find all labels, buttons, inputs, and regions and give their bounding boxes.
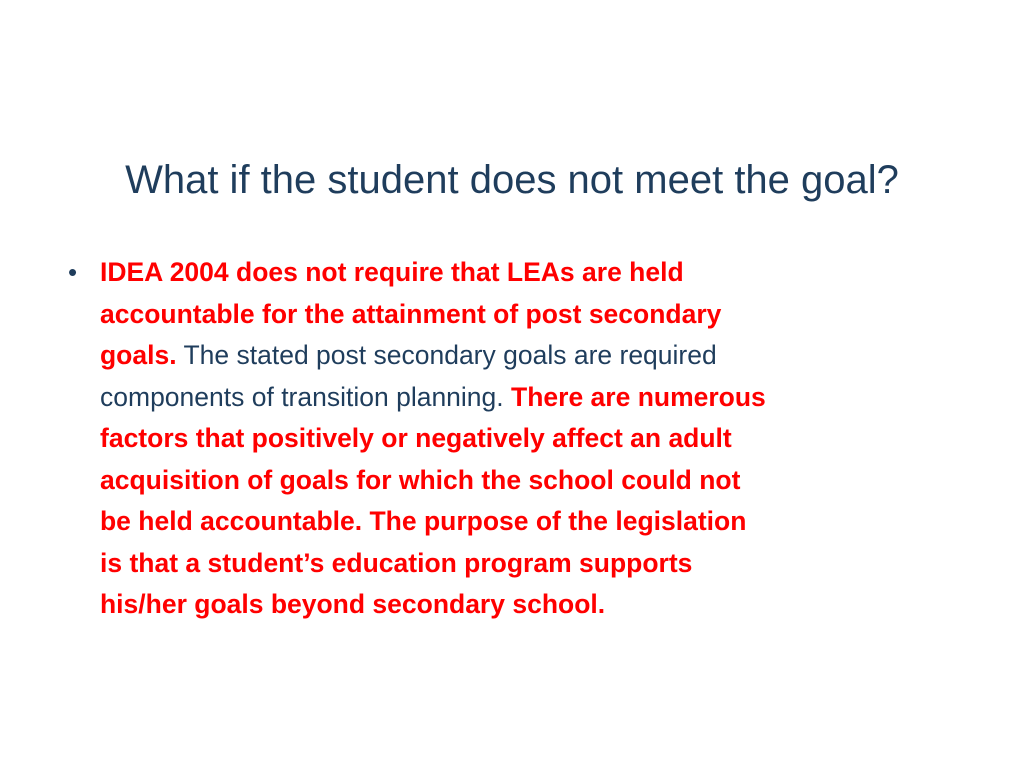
bullet-paragraph (100, 252, 766, 626)
emphasis-text: IDEA 2004 does not require that LEAs are held (100, 257, 684, 287)
emphasis-text: goals. (100, 340, 177, 370)
slide-title: What if the student does not meet the goal? (125, 158, 899, 202)
paragraph-line-6 (100, 460, 766, 502)
paragraph-line-8 (100, 543, 766, 585)
emphasis-text: There are numerous (511, 381, 766, 412)
paragraph-line-3 (100, 335, 766, 377)
emphasis-text: accountable for the attainment of post secondary (100, 298, 722, 329)
bullet-marker: • (68, 257, 78, 287)
paragraph-line-7 (100, 501, 766, 543)
bullet-item (68, 252, 968, 626)
paragraph-line-2 (100, 294, 766, 336)
emphasis-text: be held accountable. The purpose of the legislation (100, 506, 747, 536)
plain-text: The stated post secondary goals are required (176, 340, 717, 370)
emphasis-text: acquisition of goals for which the school could not (100, 464, 741, 495)
paragraph-line-4 (100, 377, 766, 419)
paragraph-line-9 (100, 584, 766, 626)
plain-text: components of transition planning. (100, 381, 512, 412)
emphasis-text: is that a student’s education program supports (100, 547, 693, 578)
slide-body (68, 252, 968, 626)
emphasis-text: factors that positively or negatively affect an adult (100, 423, 732, 453)
emphasis-text: his/her goals beyond secondary school. (100, 589, 606, 619)
paragraph-line-5 (100, 418, 766, 460)
paragraph-line-1 (100, 252, 766, 294)
